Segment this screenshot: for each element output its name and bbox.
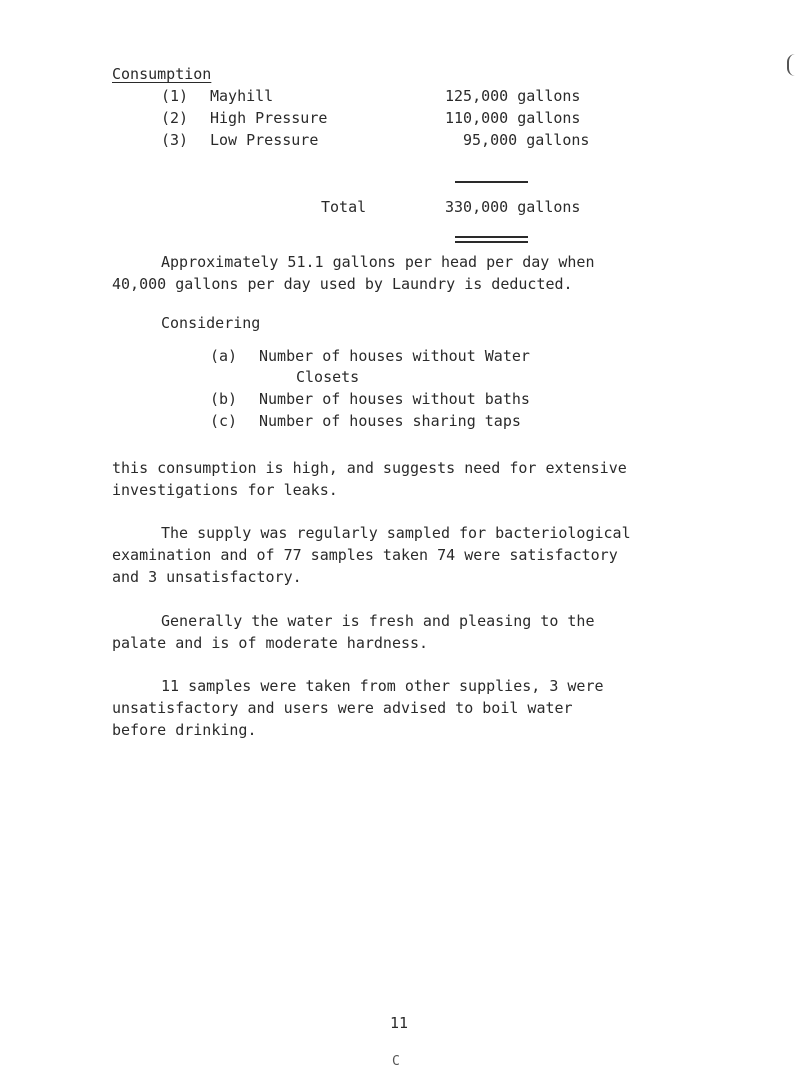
- consideration-letter: (c): [210, 412, 238, 430]
- source-number: (3): [161, 131, 189, 149]
- other-supplies-line: unsatisfactory and users were advised to boil water: [112, 699, 573, 717]
- quality-line: Generally the water is fresh and pleasing to the: [161, 612, 595, 630]
- consideration-text: Number of houses without Water: [259, 347, 530, 365]
- source-amount: 95,000 gallons: [463, 131, 590, 149]
- sampling-line: examination and of 77 samples taken 74 were satisfactory: [112, 546, 618, 564]
- sampling-line: The supply was regularly sampled for bacteriological: [161, 524, 631, 542]
- consideration-text: Closets: [296, 368, 360, 386]
- source-name: Low Pressure: [210, 131, 319, 149]
- source-number: (2): [161, 109, 189, 127]
- total-label: Total: [321, 198, 367, 216]
- page-edge-mark: [787, 54, 797, 76]
- total-amount: 330,000 gallons: [445, 198, 581, 216]
- considering-label: Considering: [161, 314, 261, 332]
- footer-mark: C: [392, 1054, 400, 1069]
- conclusion-line: this consumption is high, and suggests need for extensive: [112, 459, 627, 477]
- sum-rule: [455, 181, 528, 183]
- conclusion-line: investigations for leaks.: [112, 481, 338, 499]
- source-amount: 110,000 gallons: [445, 109, 581, 127]
- sampling-line: and 3 unsatisfactory.: [112, 568, 302, 586]
- quality-line: palate and is of moderate hardness.: [112, 634, 429, 652]
- other-supplies-line: 11 samples were taken from other supplies, 3 were: [161, 677, 604, 695]
- consideration-letter: (a): [210, 347, 238, 365]
- source-amount: 125,000 gallons: [445, 87, 581, 105]
- per-head-line: 40,000 gallons per day used by Laundry is deducted.: [112, 275, 573, 293]
- other-supplies-line: before drinking.: [112, 721, 257, 739]
- section-heading: Consumption: [112, 65, 212, 83]
- per-head-line: Approximately 51.1 gallons per head per day when: [161, 253, 595, 271]
- consideration-text: Number of houses sharing taps: [259, 412, 521, 430]
- source-number: (1): [161, 87, 189, 105]
- page-number: 11: [390, 1014, 409, 1032]
- consideration-letter: (b): [210, 390, 238, 408]
- source-name: Mayhill: [210, 87, 274, 105]
- total-double-rule: [455, 236, 528, 243]
- consideration-text: Number of houses without baths: [259, 390, 530, 408]
- source-name: High Pressure: [210, 109, 328, 127]
